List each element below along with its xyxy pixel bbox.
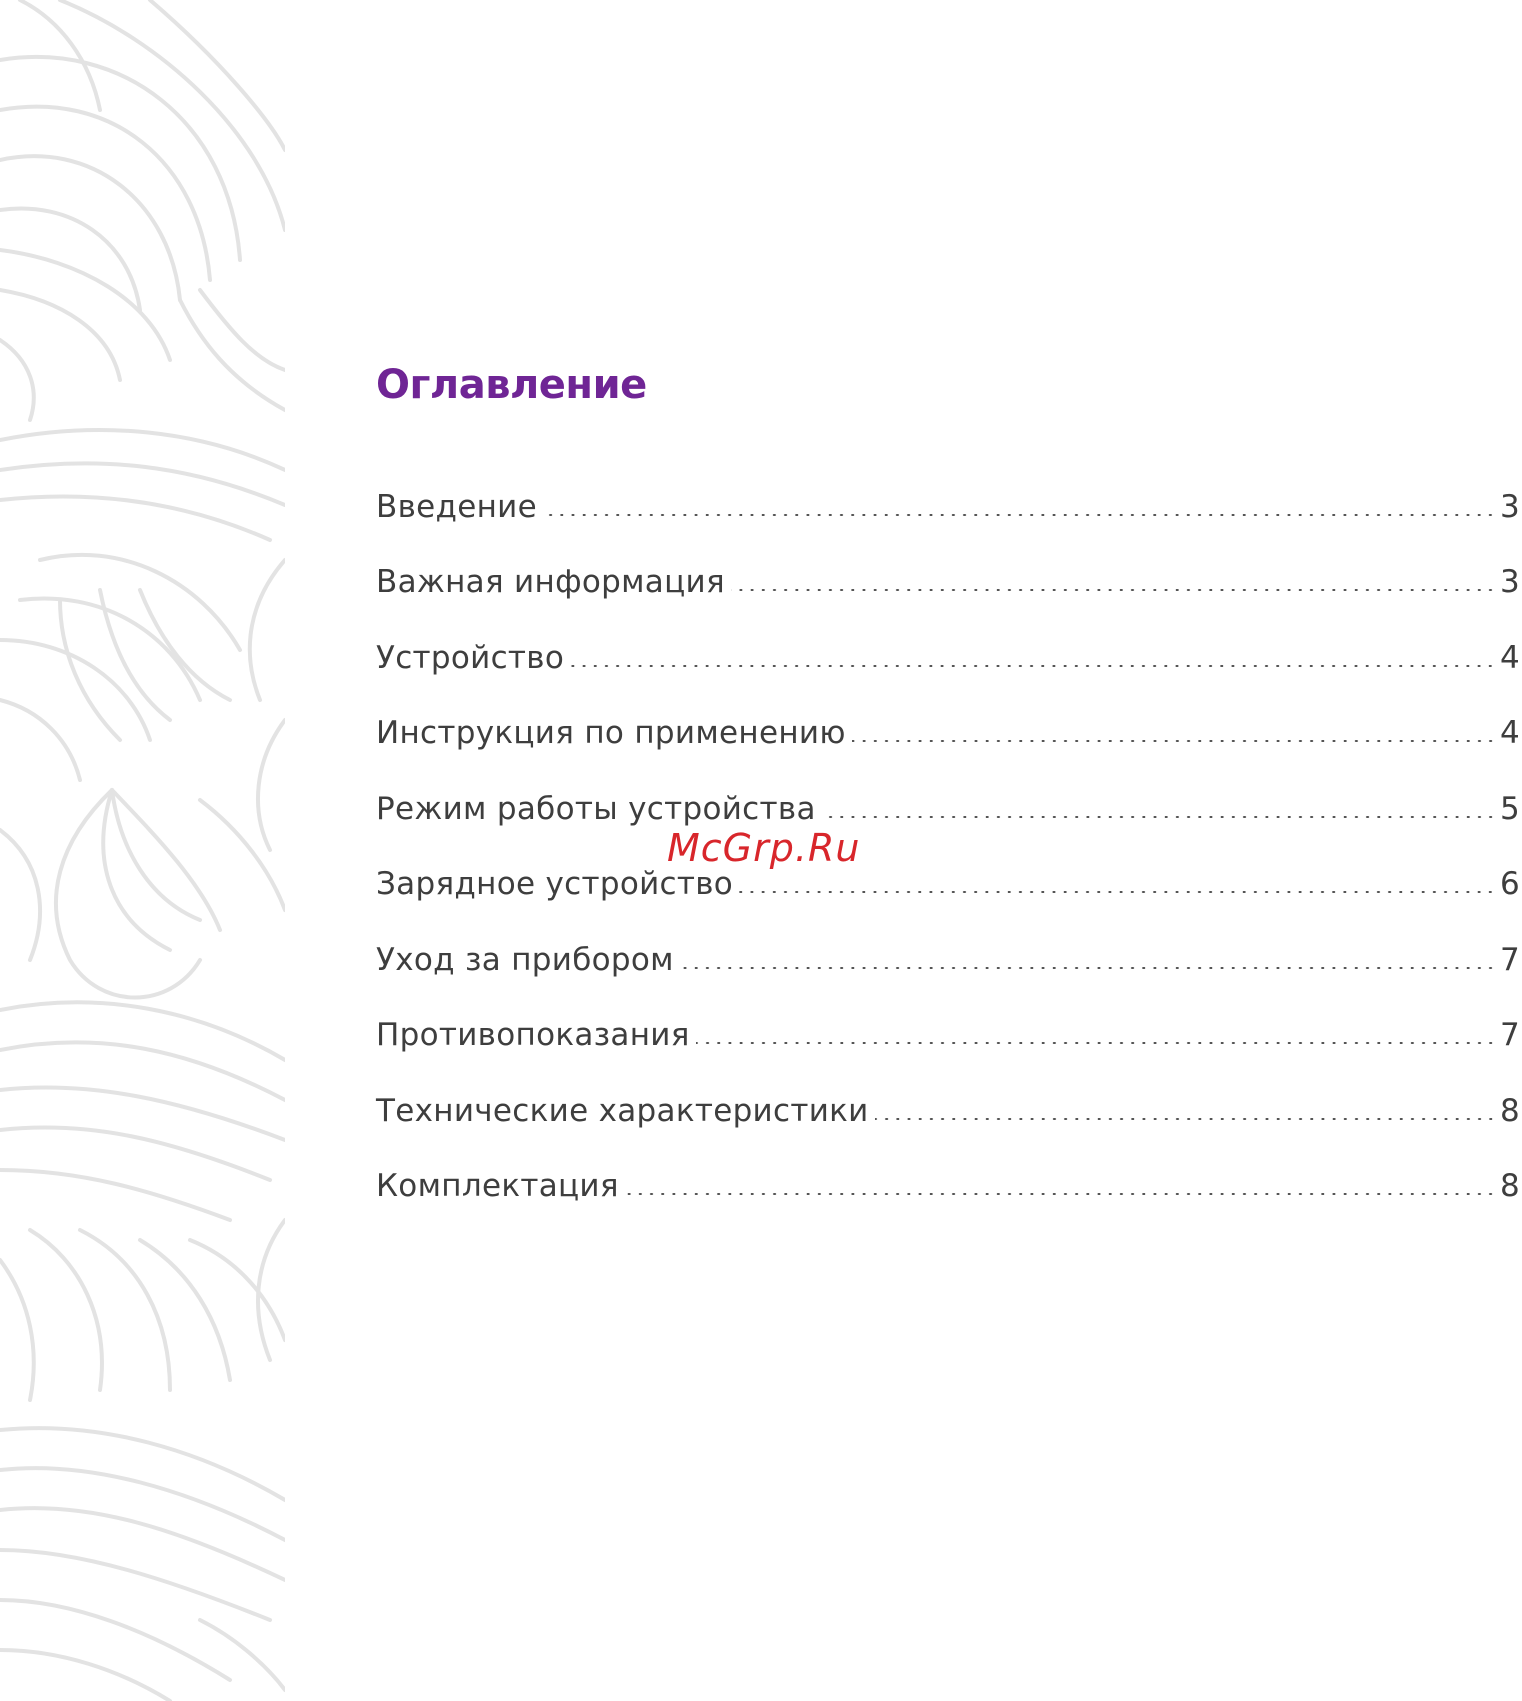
toc-entry[interactable] <box>376 1059 1520 1135</box>
table-of-contents <box>376 455 1520 1210</box>
toc-entry[interactable] <box>376 984 1520 1060</box>
toc-entry[interactable] <box>376 833 1520 909</box>
toc-entry[interactable] <box>376 682 1520 758</box>
toc-entry-label: Технические характеристики <box>376 1092 869 1129</box>
floral-ornament-icon <box>0 0 285 1701</box>
dot-leader <box>696 1042 1496 1044</box>
toc-entry-page: 8 <box>1499 1168 1520 1204</box>
toc-entry[interactable] <box>376 455 1520 531</box>
dot-leader <box>852 740 1496 742</box>
toc-entry[interactable] <box>376 908 1520 984</box>
toc-entry[interactable] <box>376 1135 1520 1211</box>
dot-leader <box>731 589 1496 591</box>
dot-leader <box>822 816 1496 818</box>
toc-entry-page: 3 <box>1499 488 1520 525</box>
toc-entry[interactable] <box>376 757 1520 833</box>
toc-entry-label: Комплектация <box>376 1168 619 1204</box>
toc-entry-label: Важная информация <box>376 564 725 600</box>
watermark: McGrp.Ru <box>667 826 861 870</box>
toc-entry-label: Зарядное устройство <box>376 866 734 902</box>
toc-entry-page: 4 <box>1499 715 1520 751</box>
dot-leader <box>625 1193 1496 1195</box>
toc-entry[interactable] <box>376 606 1520 682</box>
page-title: Оглавление <box>376 362 647 408</box>
toc-entry-page: 5 <box>1499 790 1520 827</box>
toc-entry-label: Уход за прибором <box>376 941 674 978</box>
toc-entry-label: Инструкция по применению <box>376 715 846 751</box>
dot-leader <box>875 1118 1496 1120</box>
toc-entry-page: 8 <box>1499 1092 1520 1129</box>
dot-leader <box>680 967 1496 969</box>
toc-entry-label: Режим работы устройства <box>376 790 816 827</box>
toc-entry-page: 7 <box>1499 941 1520 978</box>
toc-entry-page: 7 <box>1499 1017 1520 1053</box>
dot-leader <box>739 891 1496 893</box>
toc-entry-label: Устройство <box>376 639 565 676</box>
toc-entry[interactable] <box>376 531 1520 607</box>
toc-entry-page: 3 <box>1499 564 1520 600</box>
toc-entry-label: Противопоказания <box>376 1017 690 1053</box>
toc-entry-page: 6 <box>1499 866 1520 902</box>
toc-entry-page: 4 <box>1499 639 1520 676</box>
dot-leader <box>570 665 1496 667</box>
toc-entry-label: Введение <box>376 488 538 525</box>
dot-leader <box>543 514 1496 516</box>
